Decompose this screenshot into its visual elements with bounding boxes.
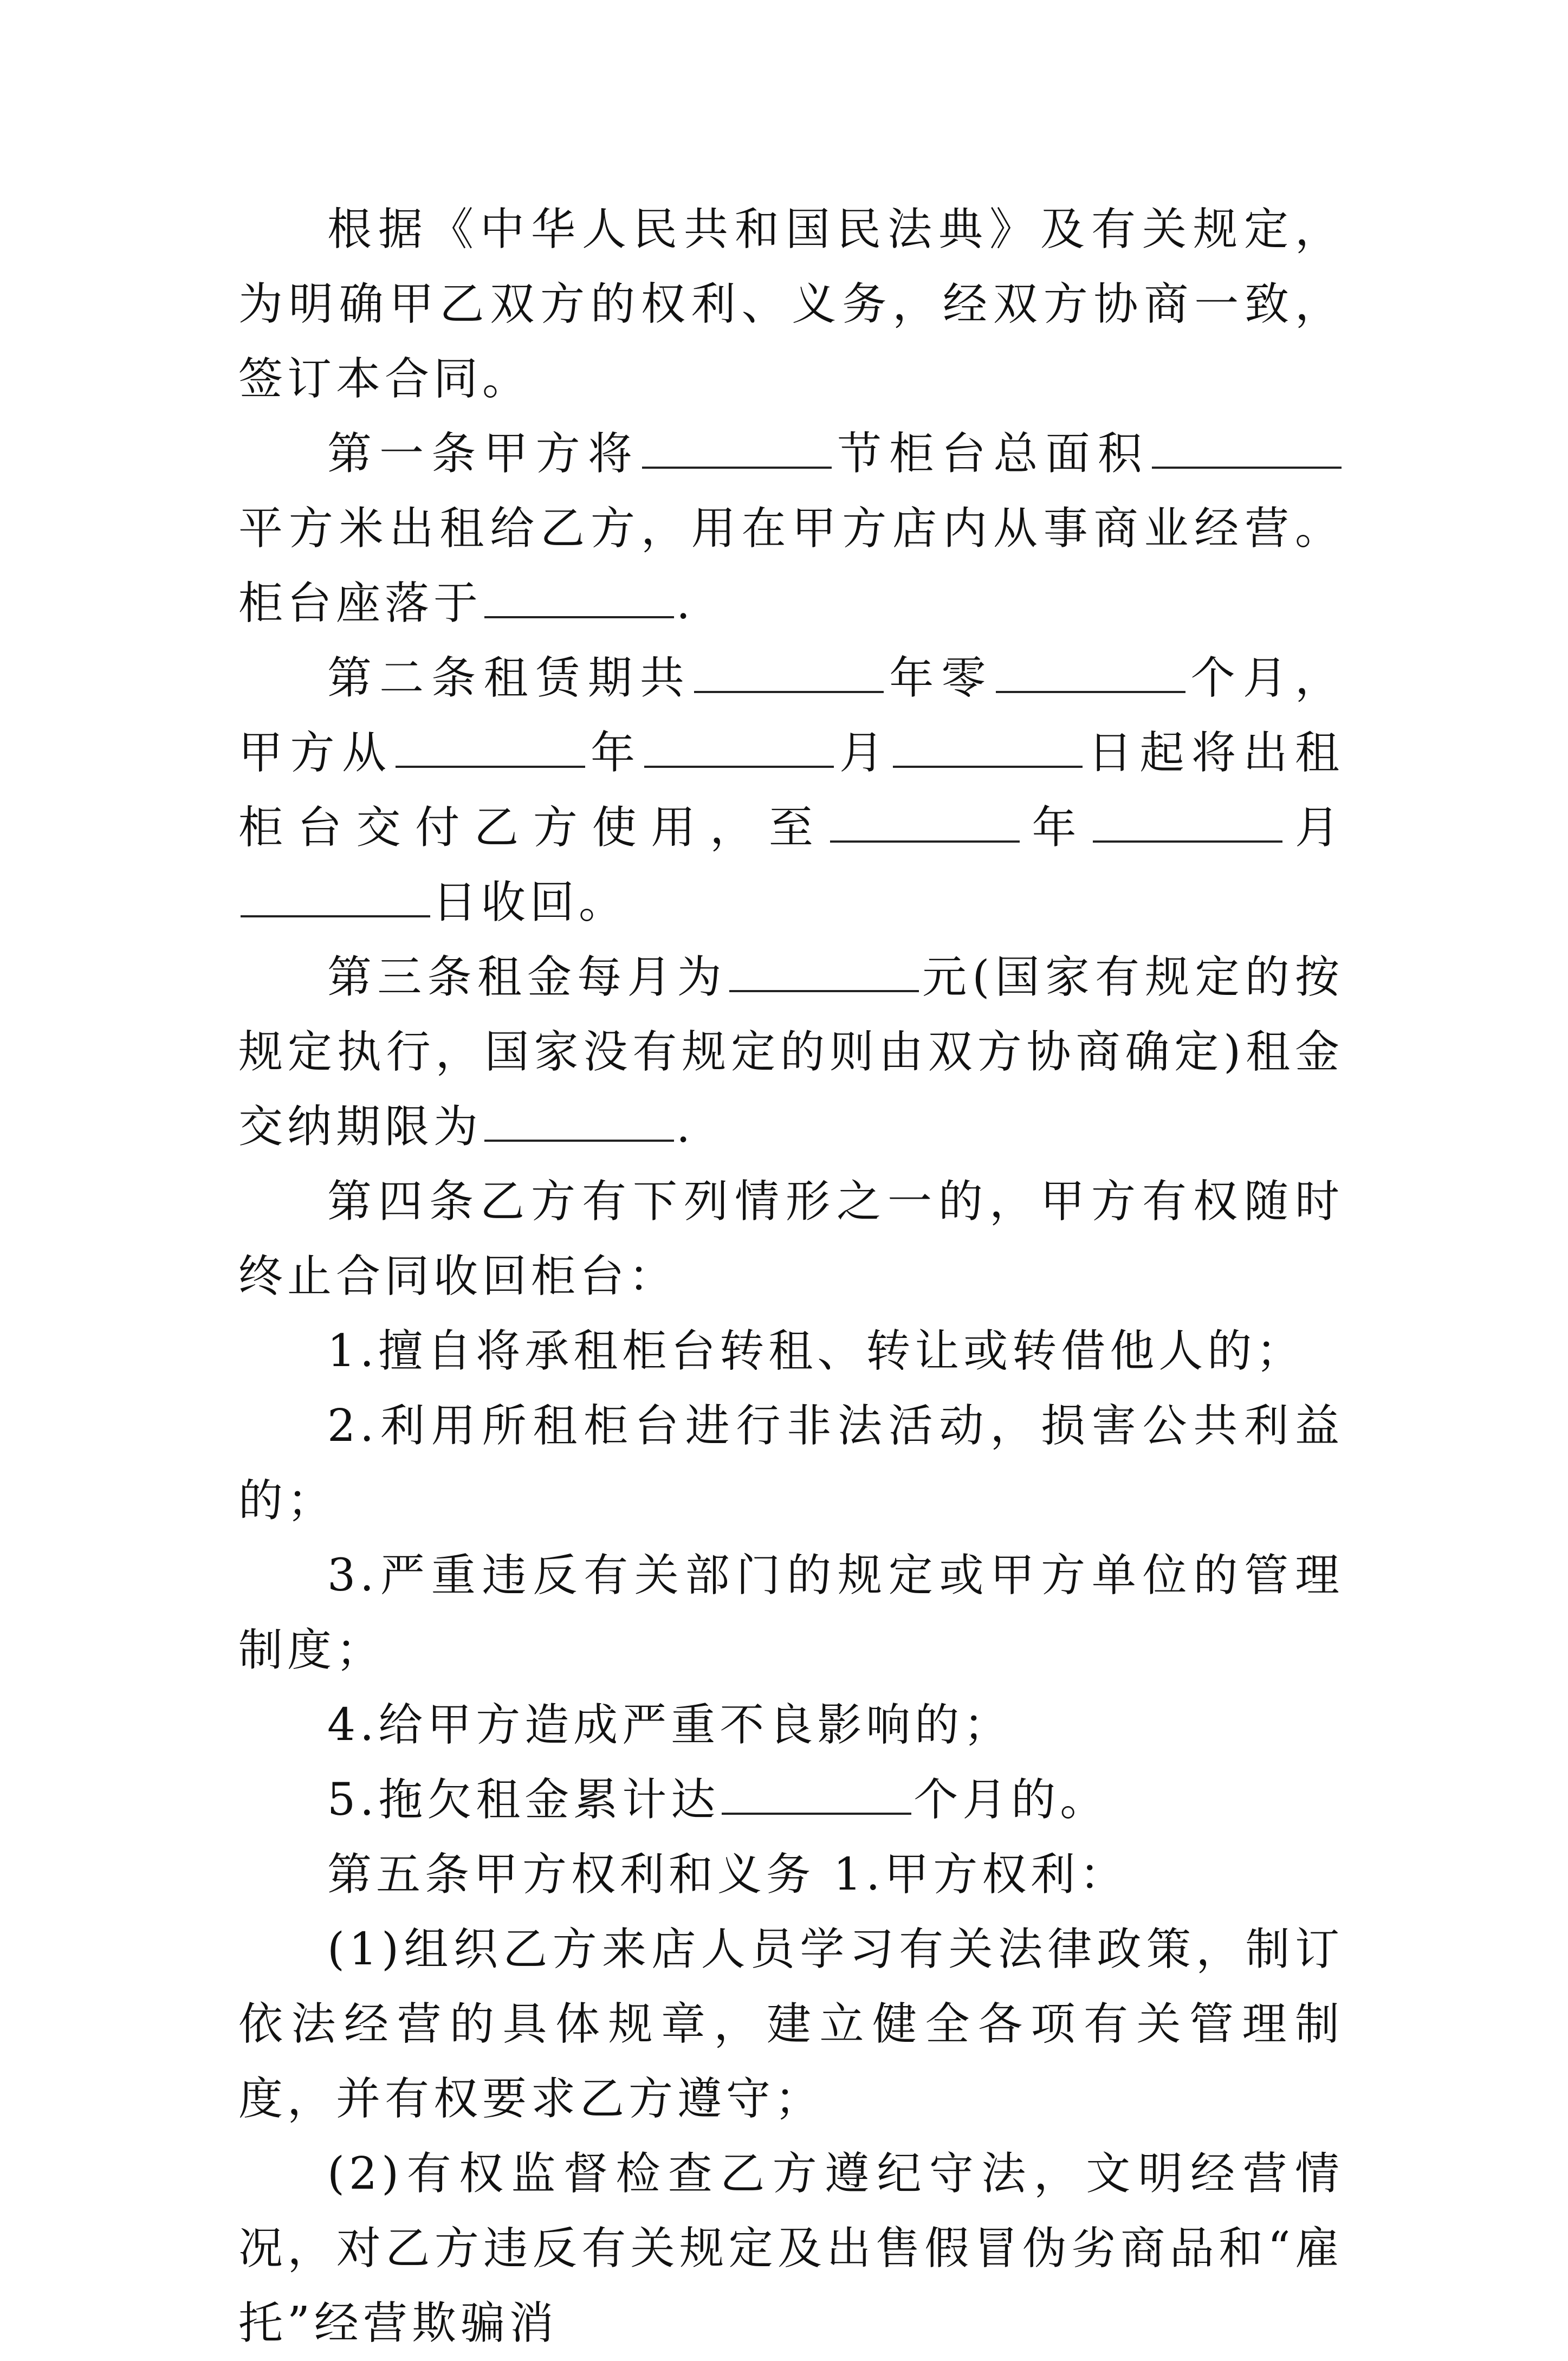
article-3-text-1: 第三条租金每月为 xyxy=(327,952,727,1003)
paragraph-2: (2)有权监督检查乙方遵纪守法，文明经营情况，对乙方违反有关规定及出售假冒伪劣商品和“雇托”经营欺骗消 xyxy=(238,2148,1344,2349)
article-1-text-3: 平方米出租给乙方，用在甲方店内从事商业经营。柜台座落于 xyxy=(238,503,1344,629)
location-blank[interactable] xyxy=(484,578,674,618)
start-year-blank[interactable] xyxy=(396,728,585,768)
list-item-5-text-2: 个月的。 xyxy=(913,1774,1109,1826)
contract-page xyxy=(238,192,1344,2361)
article-3 xyxy=(238,940,1344,1165)
article-3-text-3: . xyxy=(676,1101,695,1153)
article-1 xyxy=(238,417,1344,641)
intro-paragraph: 根据《中华人民共和国民法典》及有关规定，为明确甲乙双方的权利、义务，经双方协商一致，签订本合同。 xyxy=(238,204,1344,405)
list-item-5-text-1: 5.拖欠租金累计达 xyxy=(327,1774,720,1826)
end-year-blank[interactable] xyxy=(830,803,1020,843)
payment-period-blank[interactable] xyxy=(484,1102,674,1142)
paragraph-1: (1)组织乙方来店人员学习有关法律政策，制订依法经营的具体规章，建立健全各项有关管理制度，并有权要求乙方遵守； xyxy=(238,1924,1344,2125)
start-day-blank[interactable] xyxy=(893,728,1083,768)
article-1-text-4: . xyxy=(676,578,695,629)
start-month-blank[interactable] xyxy=(644,728,834,768)
term-months-blank[interactable] xyxy=(996,653,1185,693)
article-4: 第四条乙方有下列情形之一的，甲方有权随时终止合同收回柜台： xyxy=(238,1176,1344,1302)
list-item-3: 3.严重违反有关部门的规定或甲方单位的管理制度； xyxy=(238,1550,1344,1676)
article-2 xyxy=(238,641,1344,940)
article-2-text-2: 年零 xyxy=(886,652,994,704)
end-month-blank[interactable] xyxy=(1093,803,1282,843)
end-day-blank[interactable] xyxy=(241,877,430,917)
monthly-rent-blank[interactable] xyxy=(729,952,919,992)
area-blank[interactable] xyxy=(1152,429,1342,469)
term-years-blank[interactable] xyxy=(694,653,884,693)
article-2-text-8: 月 xyxy=(1285,802,1344,853)
article-2-text-6: 日起将出租柜台交付乙方使用，至 xyxy=(238,727,1344,853)
list-item-1: 1.擅自将承租柜台转租、转让或转借他人的； xyxy=(327,1325,1305,1377)
article-2-text-7: 年 xyxy=(1021,802,1091,853)
article-1-text-2: 节柜台总面积 xyxy=(833,428,1150,480)
article-2-text-9: 日收回。 xyxy=(432,877,628,928)
article-2-text-3: 个月，甲方从 xyxy=(238,652,1344,779)
article-1-text-1: 第一条甲方将 xyxy=(327,428,640,480)
list-item-2: 2.利用所租柜台进行非法活动，损害公共利益的； xyxy=(238,1400,1344,1526)
article-2-text-1: 第二条租赁期共 xyxy=(327,652,692,704)
counter-count-blank[interactable] xyxy=(642,429,832,469)
article-2-text-4: 年 xyxy=(587,727,643,779)
article-3-text-2: 元(国家有规定的按规定执行，国家没有规定的则由双方协商确定)租金交纳期限为 xyxy=(238,952,1344,1153)
overdue-months-blank[interactable] xyxy=(722,1775,911,1815)
article-2-text-5: 月 xyxy=(836,727,891,779)
article-5: 第五条甲方权利和义务 1.甲方权利： xyxy=(327,1849,1129,1900)
list-item-4: 4.给甲方造成严重不良影响的； xyxy=(327,1699,1013,1751)
list-item-5 xyxy=(238,1763,1344,1838)
